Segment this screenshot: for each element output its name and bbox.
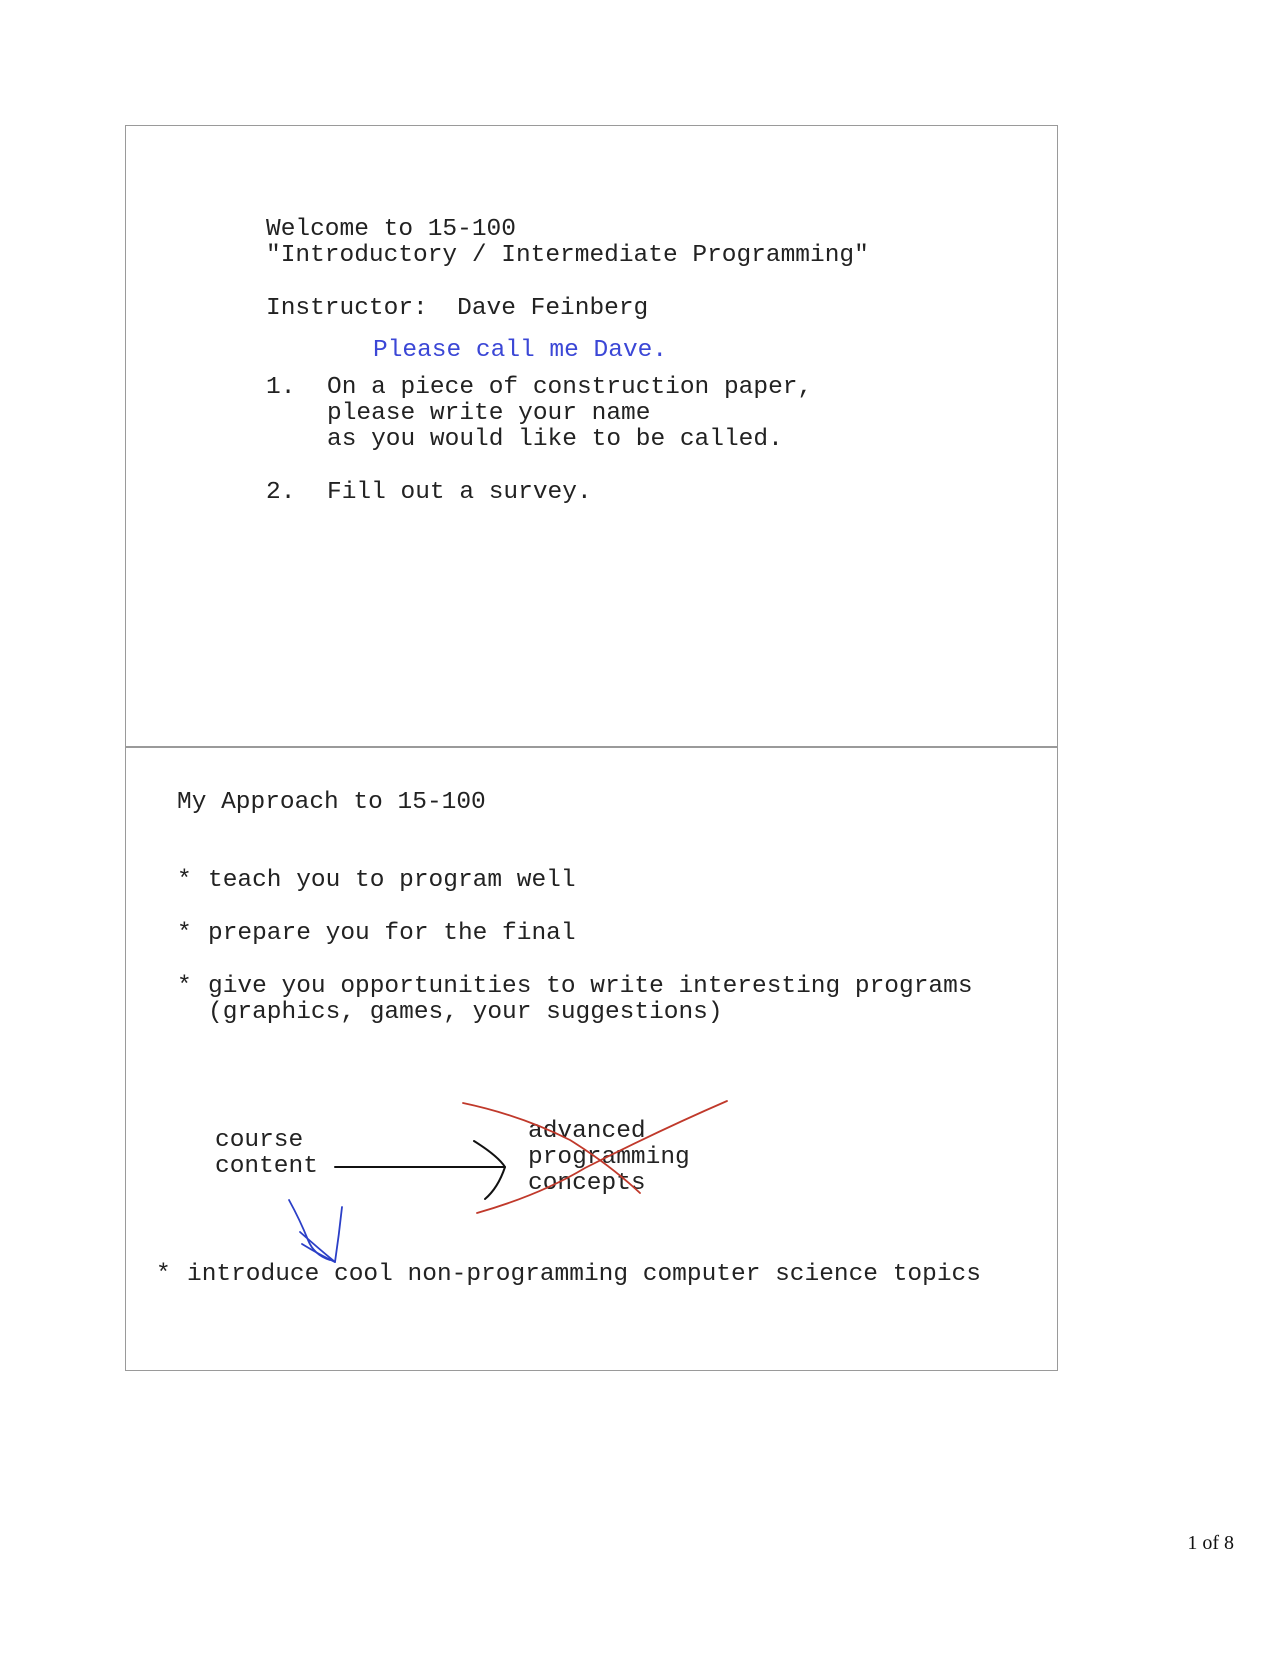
slide1-item-2-line-1: Fill out a survey. bbox=[327, 479, 592, 506]
slide1-call-me: Please call me Dave. bbox=[373, 337, 668, 364]
slide1-item-1-line-3: as you would like to be called. bbox=[327, 426, 783, 453]
page-number: 1 of 8 bbox=[1187, 1532, 1234, 1554]
slide2-bullet-2-marker: * bbox=[177, 920, 192, 947]
diagram-target-line-3: concepts bbox=[528, 1170, 646, 1197]
slide1-item-1-line-1: On a piece of construction paper, bbox=[327, 374, 813, 401]
slide1-title-line2: "Introductory / Intermediate Programming" bbox=[266, 242, 869, 269]
diagram-target-line-2: programming bbox=[528, 1144, 690, 1171]
diagram-source-line-2: content bbox=[215, 1153, 318, 1180]
slide1-instructor: Instructor: Dave Feinberg bbox=[266, 295, 649, 322]
slide-divider bbox=[125, 746, 1058, 748]
diagram-target-line-1: advanced bbox=[528, 1118, 646, 1145]
slide1-item-2-number: 2. bbox=[266, 479, 296, 506]
slide2-last-bullet-marker: * bbox=[156, 1261, 171, 1288]
slide2-bullet-1-text: teach you to program well bbox=[208, 867, 576, 894]
slide2-bullet-3-line-2: (graphics, games, your suggestions) bbox=[208, 999, 723, 1026]
slide1-item-1-line-2: please write your name bbox=[327, 400, 651, 427]
slide2-bullet-1-marker: * bbox=[177, 867, 192, 894]
slide2-last-bullet-text: introduce cool non-programming computer science topics bbox=[187, 1261, 981, 1288]
slide1-item-1-number: 1. bbox=[266, 374, 296, 401]
slide2-title: My Approach to 15-100 bbox=[177, 789, 486, 816]
slide2-bullet-2-text: prepare you for the final bbox=[208, 920, 576, 947]
slide1-title-line1: Welcome to 15-100 bbox=[266, 216, 516, 243]
slide2-bullet-3-marker: * bbox=[177, 973, 192, 1000]
slide2-bullet-3-line-1: give you opportunities to write interesting programs bbox=[208, 973, 973, 1000]
diagram-source-line-1: course bbox=[215, 1127, 304, 1154]
